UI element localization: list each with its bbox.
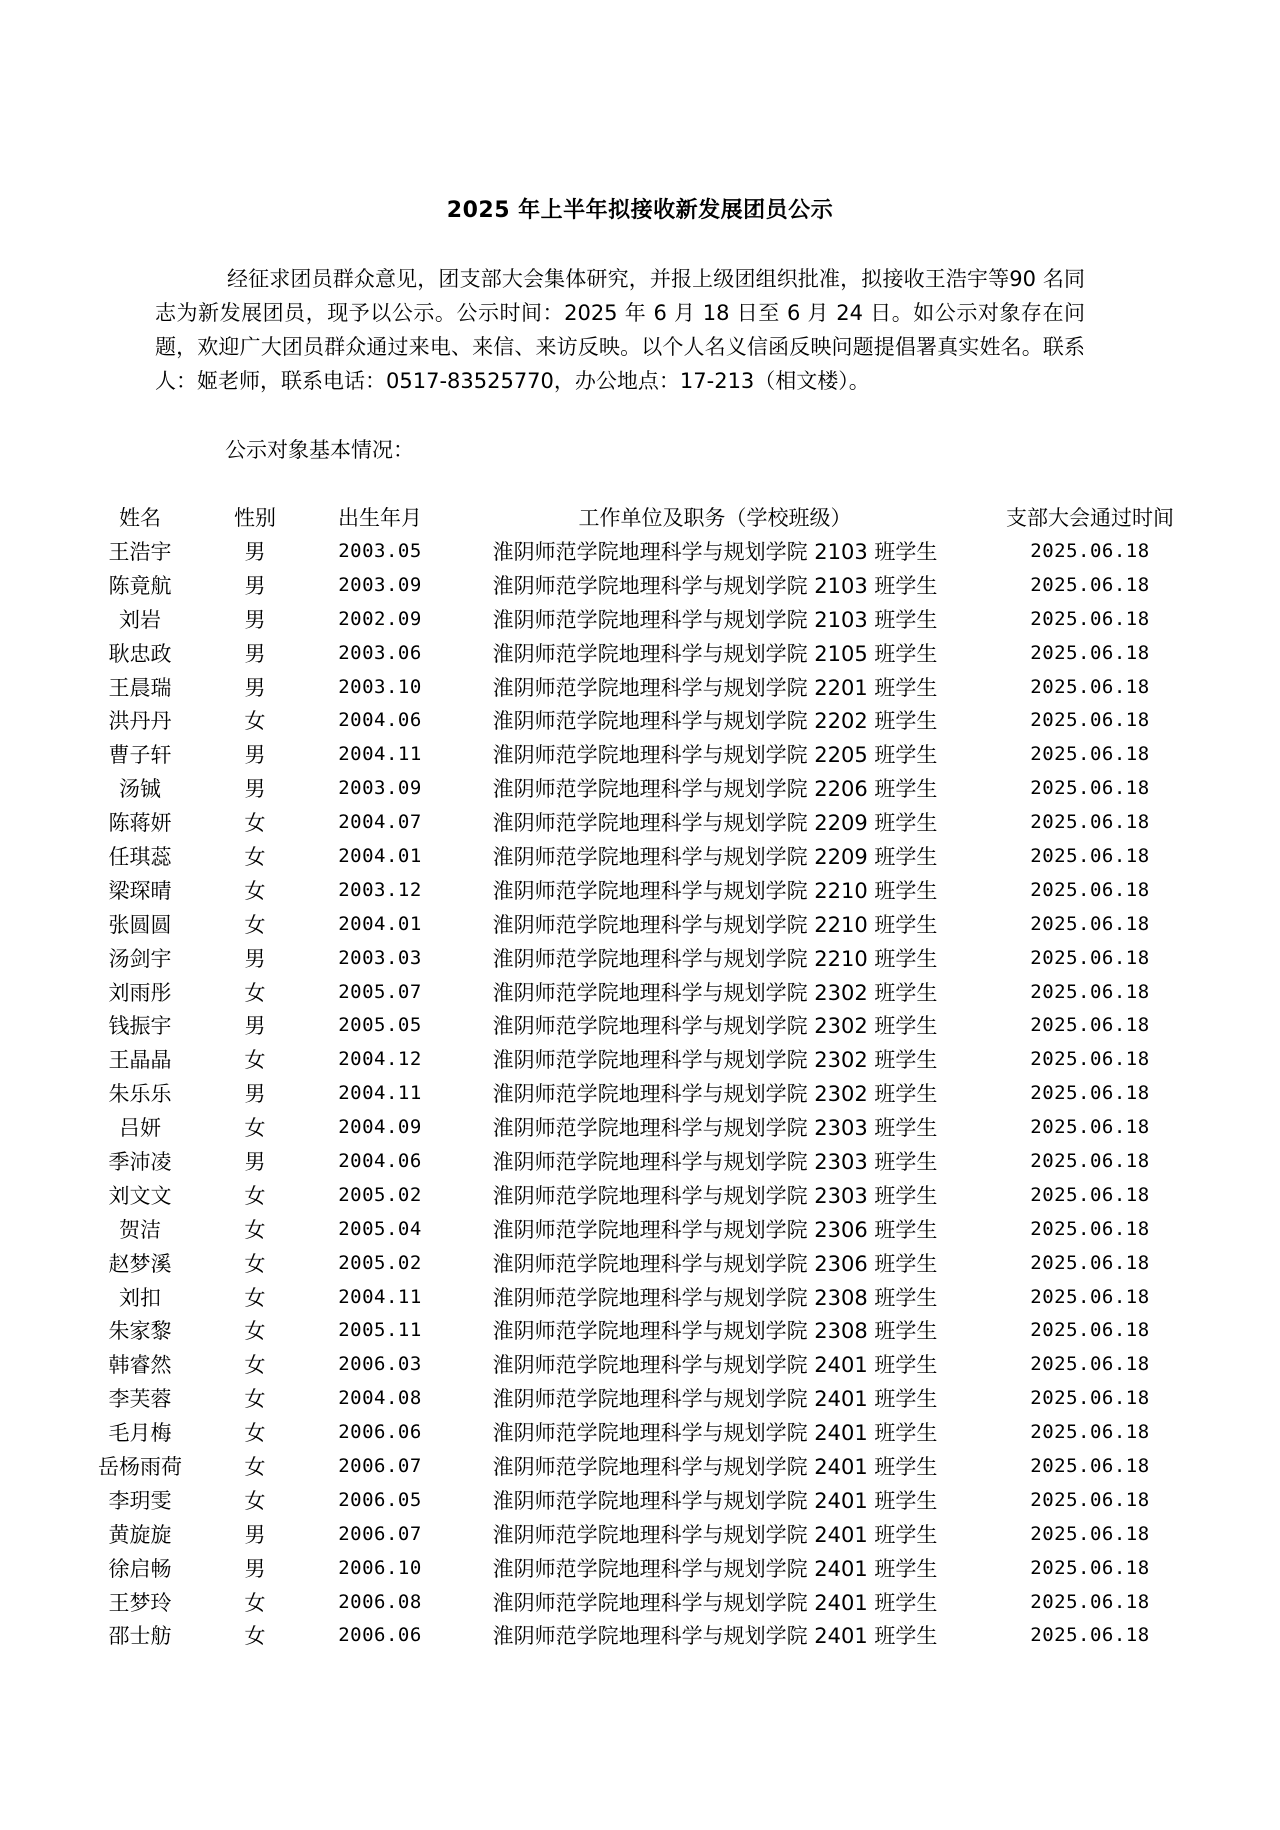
cell-name: 吕妍 bbox=[119, 1116, 161, 1141]
cell-sex: 男 bbox=[244, 573, 266, 598]
cell-unit: 淮阴师范学院地理科学与规划学院 2401 班学生 bbox=[492, 1590, 938, 1615]
cell-name: 李玥雯 bbox=[108, 1488, 172, 1513]
table-row bbox=[90, 534, 1190, 568]
cell-birth: 2005.05 bbox=[338, 1014, 422, 1037]
cell-unit: 淮阴师范学院地理科学与规划学院 2105 班学生 bbox=[492, 641, 938, 666]
cell-date: 2025.06.18 bbox=[1030, 675, 1150, 698]
cell-birth: 2003.09 bbox=[338, 573, 422, 596]
cell-sex: 男 bbox=[244, 1556, 266, 1581]
cell-name: 李芙蓉 bbox=[108, 1387, 172, 1412]
cell-date: 2025.06.18 bbox=[1030, 1421, 1150, 1444]
cell-unit: 淮阴师范学院地理科学与规划学院 2103 班学生 bbox=[492, 607, 938, 632]
cell-date: 2025.06.18 bbox=[1030, 946, 1150, 969]
cell-birth: 2003.09 bbox=[338, 777, 422, 800]
cell-date: 2025.06.18 bbox=[1030, 1183, 1150, 1206]
table-row bbox=[90, 636, 1190, 670]
cell-date: 2025.06.18 bbox=[1030, 1522, 1150, 1545]
cell-birth: 2004.11 bbox=[338, 1082, 422, 1105]
cell-unit: 淮阴师范学院地理科学与规划学院 2302 班学生 bbox=[492, 1082, 938, 1107]
cell-birth: 2003.06 bbox=[338, 641, 422, 664]
cell-birth: 2004.01 bbox=[338, 844, 422, 867]
header-unit: 工作单位及职务（学校班级） bbox=[578, 506, 852, 530]
cell-name: 刘文文 bbox=[108, 1183, 172, 1208]
cell-unit: 淮阴师范学院地理科学与规划学院 2210 班学生 bbox=[492, 946, 938, 971]
cell-date: 2025.06.18 bbox=[1030, 1556, 1150, 1579]
cell-date: 2025.06.18 bbox=[1030, 878, 1150, 901]
member-table bbox=[90, 500, 1190, 1652]
table-row bbox=[90, 839, 1190, 873]
cell-name: 刘岩 bbox=[119, 607, 161, 632]
table-row bbox=[90, 1313, 1190, 1347]
cell-sex: 女 bbox=[244, 1319, 266, 1344]
cell-sex: 女 bbox=[244, 1048, 266, 1073]
table-row bbox=[90, 737, 1190, 771]
cell-birth: 2004.06 bbox=[338, 1149, 422, 1172]
cell-name: 梁琛晴 bbox=[108, 878, 172, 903]
cell-sex: 女 bbox=[244, 1285, 266, 1310]
cell-unit: 淮阴师范学院地理科学与规划学院 2103 班学生 bbox=[492, 539, 938, 564]
table-row bbox=[90, 1280, 1190, 1314]
cell-sex: 女 bbox=[244, 1590, 266, 1615]
cell-unit: 淮阴师范学院地理科学与规划学院 2303 班学生 bbox=[492, 1149, 938, 1174]
notice-text: 经征求团员群众意见，团支部大会集体研究，并报上级团组织批准，拟接收王浩宇等90 名同志为新发展团员，现予以公示。公示时间：2025 年 6 月 18 日至 6 月 24 日。如公示对象存在问题，欢迎广大团员群众通过来电、来信、来访反映。以个人名义信函反映问题提倡署真实姓名。联系人：姬老师，联系电话：0517-83525770，办公地点：17-213（相文楼）。 bbox=[155, 267, 1085, 393]
cell-birth: 2006.06 bbox=[338, 1624, 422, 1647]
cell-unit: 淮阴师范学院地理科学与规划学院 2401 班学生 bbox=[492, 1522, 938, 1547]
cell-unit: 淮阴师范学院地理科学与规划学院 2401 班学生 bbox=[492, 1556, 938, 1581]
header-sex: 性别 bbox=[234, 506, 276, 530]
cell-name: 汤铖 bbox=[119, 777, 161, 802]
cell-date: 2025.06.18 bbox=[1030, 1488, 1150, 1511]
table-row bbox=[90, 1449, 1190, 1483]
cell-unit: 淮阴师范学院地理科学与规划学院 2201 班学生 bbox=[492, 675, 938, 700]
cell-date: 2025.06.18 bbox=[1030, 573, 1150, 596]
cell-name: 陈竟航 bbox=[108, 573, 172, 598]
table-body bbox=[90, 534, 1190, 1652]
table-row bbox=[90, 1042, 1190, 1076]
cell-unit: 淮阴师范学院地理科学与规划学院 2303 班学生 bbox=[492, 1116, 938, 1141]
cell-birth: 2006.07 bbox=[338, 1454, 422, 1477]
cell-unit: 淮阴师范学院地理科学与规划学院 2401 班学生 bbox=[492, 1488, 938, 1513]
cell-birth: 2005.02 bbox=[338, 1251, 422, 1274]
cell-sex: 女 bbox=[244, 1387, 266, 1412]
table-row bbox=[90, 602, 1190, 636]
cell-unit: 淮阴师范学院地理科学与规划学院 2306 班学生 bbox=[492, 1251, 938, 1276]
cell-sex: 男 bbox=[244, 675, 266, 700]
cell-sex: 男 bbox=[244, 1014, 266, 1039]
cell-date: 2025.06.18 bbox=[1030, 1116, 1150, 1139]
cell-birth: 2004.11 bbox=[338, 743, 422, 766]
cell-sex: 女 bbox=[244, 1488, 266, 1513]
cell-date: 2025.06.18 bbox=[1030, 607, 1150, 630]
cell-birth: 2005.04 bbox=[338, 1217, 422, 1240]
table-row bbox=[90, 771, 1190, 805]
table-row bbox=[90, 703, 1190, 737]
cell-name: 王晨瑞 bbox=[108, 675, 172, 700]
cell-name: 贺洁 bbox=[119, 1217, 161, 1242]
cell-unit: 淮阴师范学院地理科学与规划学院 2308 班学生 bbox=[492, 1319, 938, 1344]
cell-birth: 2003.03 bbox=[338, 946, 422, 969]
cell-birth: 2006.03 bbox=[338, 1353, 422, 1376]
section-subheading: 公示对象基本情况： bbox=[225, 438, 414, 462]
cell-birth: 2006.06 bbox=[338, 1421, 422, 1444]
table-row bbox=[90, 1619, 1190, 1653]
table-row bbox=[90, 1212, 1190, 1246]
table-row bbox=[90, 1483, 1190, 1517]
header-date: 支部大会通过时间 bbox=[1006, 506, 1174, 530]
cell-sex: 女 bbox=[244, 878, 266, 903]
cell-name: 钱振宇 bbox=[108, 1014, 172, 1039]
cell-unit: 淮阴师范学院地理科学与规划学院 2303 班学生 bbox=[492, 1183, 938, 1208]
cell-name: 岳杨雨荷 bbox=[98, 1454, 182, 1479]
cell-unit: 淮阴师范学院地理科学与规划学院 2209 班学生 bbox=[492, 811, 938, 836]
cell-sex: 女 bbox=[244, 1353, 266, 1378]
cell-date: 2025.06.18 bbox=[1030, 1387, 1150, 1410]
table-row bbox=[90, 1144, 1190, 1178]
cell-sex: 男 bbox=[244, 1149, 266, 1174]
cell-date: 2025.06.18 bbox=[1030, 1014, 1150, 1037]
cell-unit: 淮阴师范学院地理科学与规划学院 2302 班学生 bbox=[492, 1014, 938, 1039]
cell-birth: 2006.07 bbox=[338, 1522, 422, 1545]
cell-name: 刘雨彤 bbox=[108, 980, 172, 1005]
cell-birth: 2004.09 bbox=[338, 1116, 422, 1139]
cell-date: 2025.06.18 bbox=[1030, 1285, 1150, 1308]
cell-date: 2025.06.18 bbox=[1030, 811, 1150, 834]
cell-unit: 淮阴师范学院地理科学与规划学院 2210 班学生 bbox=[492, 912, 938, 937]
table-row bbox=[90, 1008, 1190, 1042]
cell-sex: 女 bbox=[244, 1183, 266, 1208]
cell-unit: 淮阴师范学院地理科学与规划学院 2209 班学生 bbox=[492, 844, 938, 869]
cell-date: 2025.06.18 bbox=[1030, 1082, 1150, 1105]
cell-date: 2025.06.18 bbox=[1030, 743, 1150, 766]
cell-name: 任琪蕊 bbox=[108, 844, 172, 869]
cell-date: 2025.06.18 bbox=[1030, 1353, 1150, 1376]
cell-unit: 淮阴师范学院地理科学与规划学院 2308 班学生 bbox=[492, 1285, 938, 1310]
table-row bbox=[90, 805, 1190, 839]
cell-date: 2025.06.18 bbox=[1030, 1251, 1150, 1274]
table-header-row bbox=[90, 500, 1190, 534]
cell-unit: 淮阴师范学院地理科学与规划学院 2205 班学生 bbox=[492, 743, 938, 768]
cell-name: 陈蒋妍 bbox=[108, 811, 172, 836]
cell-sex: 男 bbox=[244, 607, 266, 632]
cell-birth: 2005.11 bbox=[338, 1319, 422, 1342]
cell-sex: 男 bbox=[244, 1082, 266, 1107]
header-name: 姓名 bbox=[119, 506, 161, 530]
table-row bbox=[90, 1110, 1190, 1144]
cell-sex: 男 bbox=[244, 539, 266, 564]
cell-birth: 2004.06 bbox=[338, 709, 422, 732]
cell-date: 2025.06.18 bbox=[1030, 777, 1150, 800]
table-row bbox=[90, 1551, 1190, 1585]
cell-unit: 淮阴师范学院地理科学与规划学院 2103 班学生 bbox=[492, 573, 938, 598]
cell-birth: 2005.02 bbox=[338, 1183, 422, 1206]
cell-birth: 2004.01 bbox=[338, 912, 422, 935]
cell-sex: 女 bbox=[244, 1454, 266, 1479]
table-row bbox=[90, 1585, 1190, 1619]
cell-sex: 女 bbox=[244, 811, 266, 836]
table-row bbox=[90, 1347, 1190, 1381]
cell-unit: 淮阴师范学院地理科学与规划学院 2401 班学生 bbox=[492, 1387, 938, 1412]
cell-date: 2025.06.18 bbox=[1030, 709, 1150, 732]
cell-unit: 淮阴师范学院地理科学与规划学院 2206 班学生 bbox=[492, 777, 938, 802]
cell-birth: 2003.12 bbox=[338, 878, 422, 901]
cell-birth: 2004.12 bbox=[338, 1048, 422, 1071]
cell-name: 赵梦溪 bbox=[108, 1251, 172, 1276]
cell-name: 王浩宇 bbox=[108, 539, 172, 564]
cell-birth: 2006.10 bbox=[338, 1556, 422, 1579]
cell-birth: 2004.07 bbox=[338, 811, 422, 834]
cell-birth: 2005.07 bbox=[338, 980, 422, 1003]
cell-sex: 女 bbox=[244, 1421, 266, 1446]
cell-date: 2025.06.18 bbox=[1030, 1217, 1150, 1240]
cell-date: 2025.06.18 bbox=[1030, 1319, 1150, 1342]
cell-name: 季沛凌 bbox=[108, 1149, 172, 1174]
cell-date: 2025.06.18 bbox=[1030, 641, 1150, 664]
table-row bbox=[90, 670, 1190, 704]
cell-sex: 男 bbox=[244, 641, 266, 666]
cell-unit: 淮阴师范学院地理科学与规划学院 2202 班学生 bbox=[492, 709, 938, 734]
cell-date: 2025.06.18 bbox=[1030, 1149, 1150, 1172]
cell-date: 2025.06.18 bbox=[1030, 1590, 1150, 1613]
cell-birth: 2003.10 bbox=[338, 675, 422, 698]
notice-paragraph bbox=[155, 262, 1085, 398]
cell-name: 曹子轩 bbox=[108, 743, 172, 768]
cell-name: 毛月梅 bbox=[108, 1421, 172, 1446]
cell-unit: 淮阴师范学院地理科学与规划学院 2302 班学生 bbox=[492, 1048, 938, 1073]
cell-unit: 淮阴师范学院地理科学与规划学院 2210 班学生 bbox=[492, 878, 938, 903]
cell-name: 汤剑宇 bbox=[108, 946, 172, 971]
cell-unit: 淮阴师范学院地理科学与规划学院 2401 班学生 bbox=[492, 1624, 938, 1649]
cell-name: 邵士舫 bbox=[108, 1624, 172, 1649]
cell-sex: 女 bbox=[244, 844, 266, 869]
header-birth: 出生年月 bbox=[338, 506, 422, 530]
table-row bbox=[90, 975, 1190, 1009]
table-row bbox=[90, 1178, 1190, 1212]
cell-birth: 2002.09 bbox=[338, 607, 422, 630]
cell-name: 朱乐乐 bbox=[108, 1082, 172, 1107]
cell-sex: 女 bbox=[244, 709, 266, 734]
cell-date: 2025.06.18 bbox=[1030, 844, 1150, 867]
cell-name: 张圆圆 bbox=[108, 912, 172, 937]
cell-sex: 男 bbox=[244, 743, 266, 768]
cell-sex: 男 bbox=[244, 1522, 266, 1547]
cell-sex: 男 bbox=[244, 946, 266, 971]
table-row bbox=[90, 941, 1190, 975]
cell-birth: 2003.05 bbox=[338, 539, 422, 562]
cell-date: 2025.06.18 bbox=[1030, 1454, 1150, 1477]
cell-sex: 女 bbox=[244, 1251, 266, 1276]
cell-birth: 2004.11 bbox=[338, 1285, 422, 1308]
cell-name: 徐启畅 bbox=[108, 1556, 172, 1581]
cell-sex: 女 bbox=[244, 1116, 266, 1141]
cell-date: 2025.06.18 bbox=[1030, 1624, 1150, 1647]
cell-sex: 女 bbox=[244, 1624, 266, 1649]
cell-sex: 女 bbox=[244, 912, 266, 937]
table-row bbox=[90, 1076, 1190, 1110]
page-title: 2025 年上半年拟接收新发展团员公示 bbox=[446, 198, 834, 223]
table-row bbox=[90, 873, 1190, 907]
cell-date: 2025.06.18 bbox=[1030, 980, 1150, 1003]
cell-date: 2025.06.18 bbox=[1030, 539, 1150, 562]
cell-sex: 男 bbox=[244, 777, 266, 802]
cell-name: 韩睿然 bbox=[108, 1353, 172, 1378]
cell-name: 刘扣 bbox=[119, 1285, 161, 1310]
cell-name: 黄旋旋 bbox=[108, 1522, 172, 1547]
table-row bbox=[90, 1246, 1190, 1280]
cell-name: 耿忠政 bbox=[108, 641, 172, 666]
cell-name: 王梦玲 bbox=[108, 1590, 172, 1615]
cell-unit: 淮阴师范学院地理科学与规划学院 2306 班学生 bbox=[492, 1217, 938, 1242]
cell-birth: 2004.08 bbox=[338, 1387, 422, 1410]
cell-date: 2025.06.18 bbox=[1030, 912, 1150, 935]
cell-unit: 淮阴师范学院地理科学与规划学院 2302 班学生 bbox=[492, 980, 938, 1005]
table-row bbox=[90, 568, 1190, 602]
cell-name: 王晶晶 bbox=[108, 1048, 172, 1073]
cell-sex: 女 bbox=[244, 1217, 266, 1242]
cell-unit: 淮阴师范学院地理科学与规划学院 2401 班学生 bbox=[492, 1421, 938, 1446]
table-row bbox=[90, 907, 1190, 941]
cell-birth: 2006.05 bbox=[338, 1488, 422, 1511]
cell-sex: 女 bbox=[244, 980, 266, 1005]
table-row bbox=[90, 1517, 1190, 1551]
cell-date: 2025.06.18 bbox=[1030, 1048, 1150, 1071]
cell-name: 朱家黎 bbox=[108, 1319, 172, 1344]
table-row bbox=[90, 1415, 1190, 1449]
cell-birth: 2006.08 bbox=[338, 1590, 422, 1613]
cell-unit: 淮阴师范学院地理科学与规划学院 2401 班学生 bbox=[492, 1454, 938, 1479]
cell-name: 洪丹丹 bbox=[108, 709, 172, 734]
table-row bbox=[90, 1381, 1190, 1415]
cell-unit: 淮阴师范学院地理科学与规划学院 2401 班学生 bbox=[492, 1353, 938, 1378]
